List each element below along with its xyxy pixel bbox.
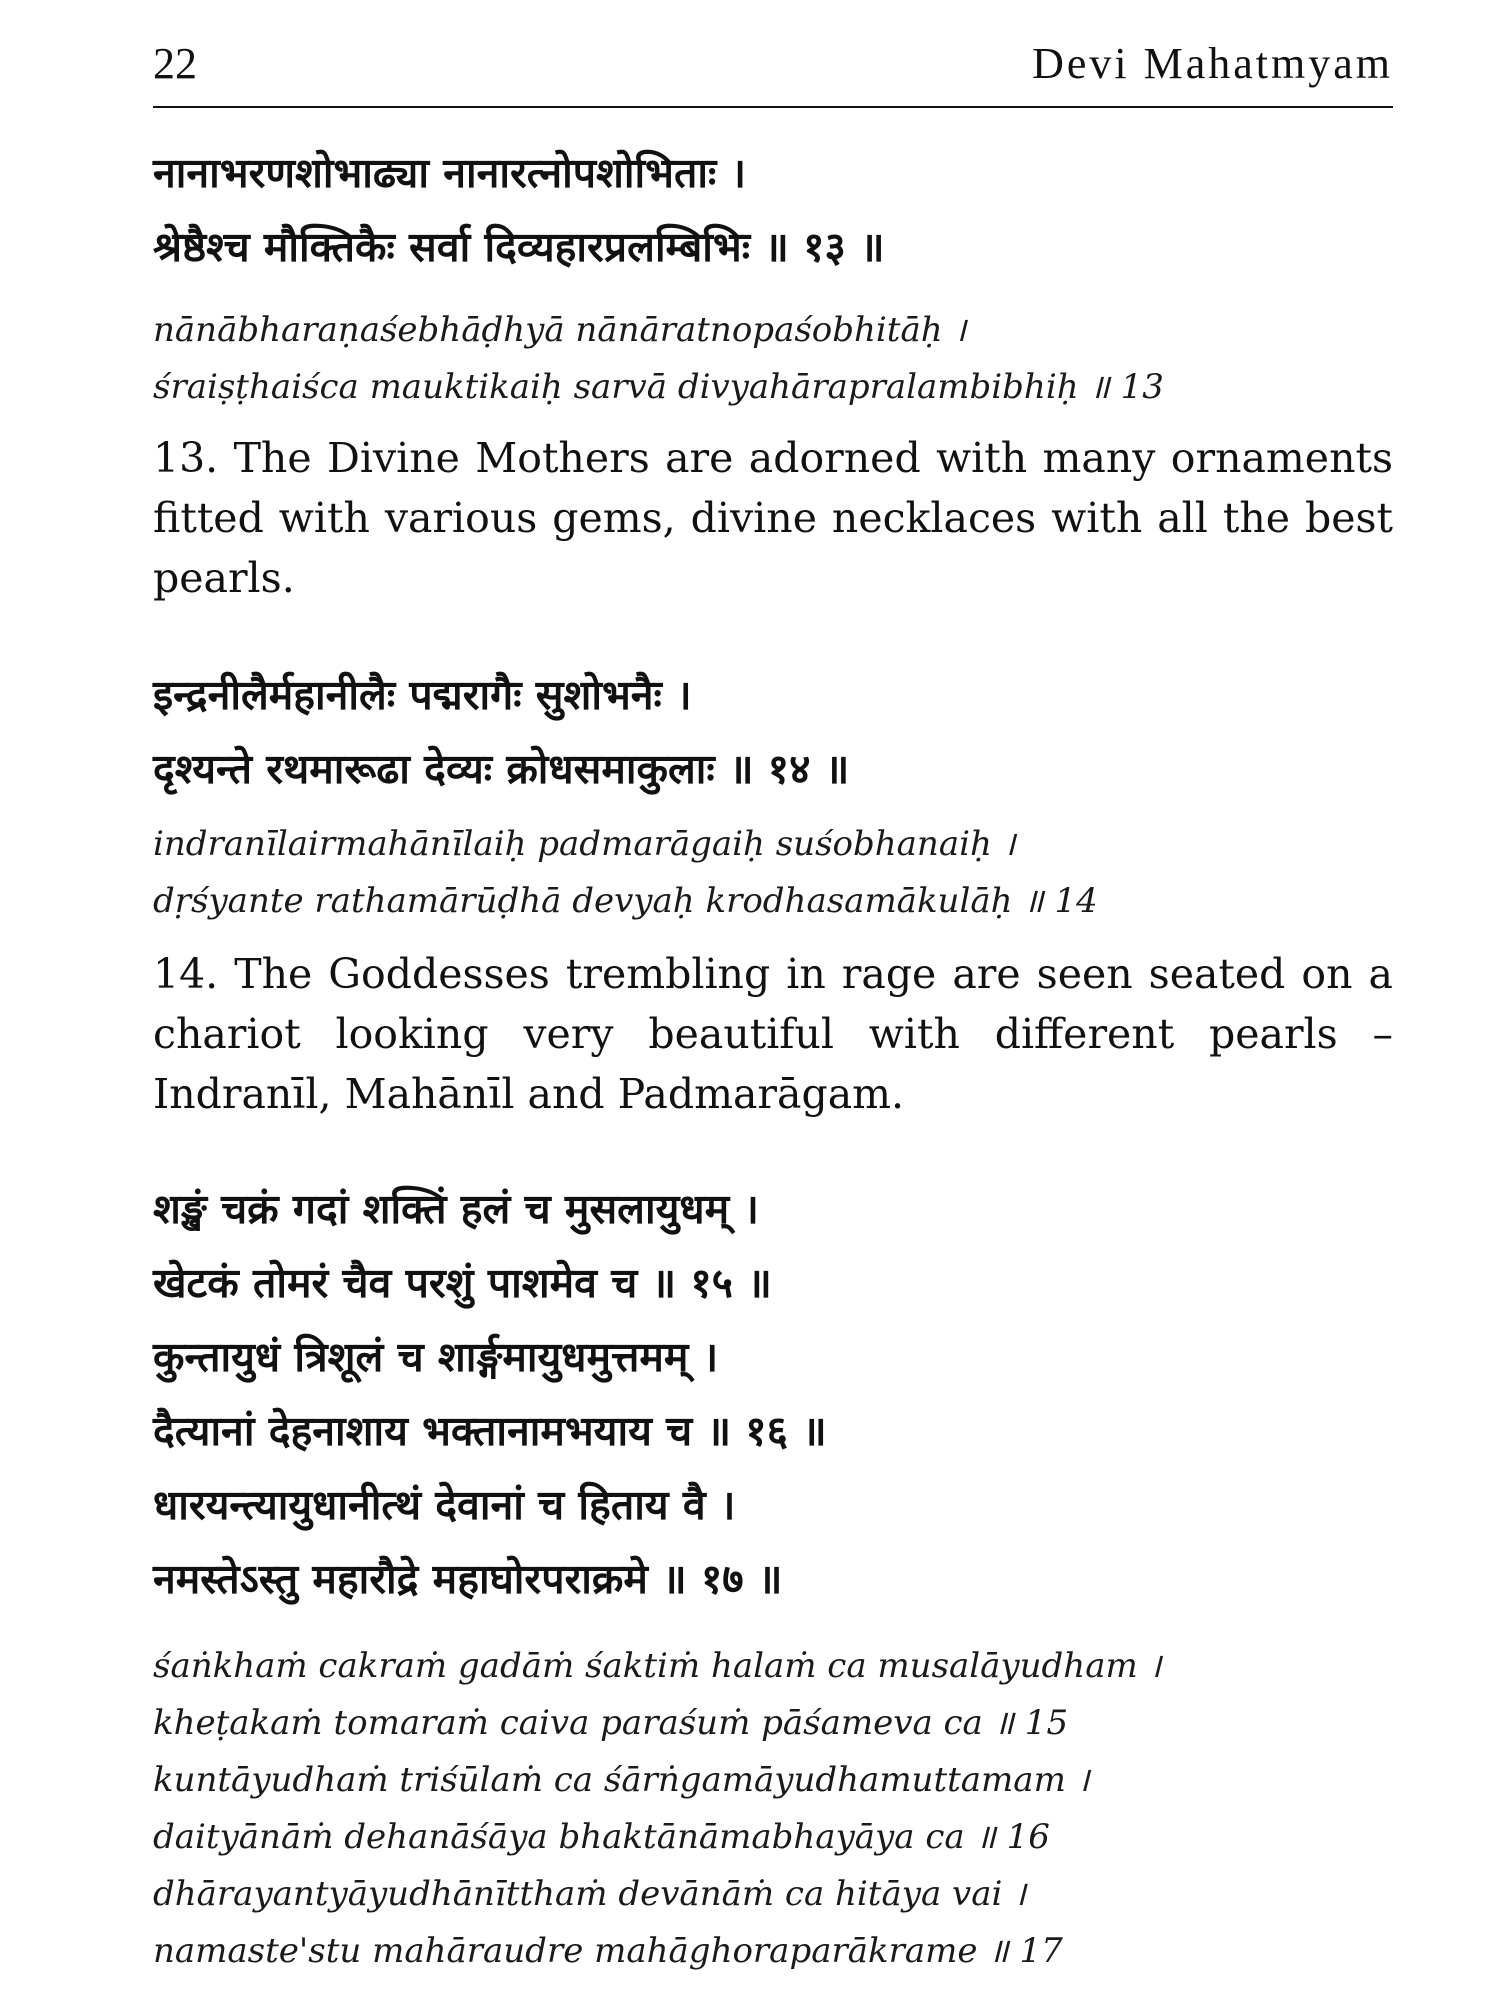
transliteration-line: dṛśyante rathamārūḍhā devyaḥ krodhasamākulāḥ ॥ 14 xyxy=(153,881,1098,921)
running-title: Devi Mahatmyam xyxy=(1032,39,1393,88)
verse-13-transliteration xyxy=(153,302,1393,416)
sanskrit-line: दृश्यन्ते रथमारूढा देव्यः क्रोधसमाकुलाः ॥ १४ ॥ xyxy=(153,745,850,793)
header-rule xyxy=(153,106,1393,108)
transliteration-line: kuntāyudhaṁ triśūlaṁ ca śārṅgamāyudhamuttamam । xyxy=(153,1760,1090,1800)
verse-14-transliteration xyxy=(153,816,1393,930)
transliteration-line: namaste'stu mahāraudre mahāghoraparākrame ॥ 17 xyxy=(153,1931,1063,1971)
sanskrit-line: इन्द्रनीलैर्महानीलैः पद्मरागैः सुशोभनैः । xyxy=(153,671,692,719)
sanskrit-line: नमस्तेऽस्तु महारौद्रे महाघोरपराक्रमे ॥ १७ ॥ xyxy=(153,1555,783,1603)
sanskrit-line: नानाभरणशोभाढ्या नानारत्नोपशोभिताः । xyxy=(153,149,747,197)
transliteration-line: kheṭakaṁ tomaraṁ caiva paraśuṁ pāśameva ca ॥ 15 xyxy=(153,1703,1069,1743)
verse-14-translation: 14. The Goddesses trembling in rage are seen seated on a chariot looking very beautiful with different pearls – Indranīl, Mahānīl and Padmarāgam. xyxy=(153,950,1393,1118)
verse-14-sanskrit xyxy=(153,658,1393,806)
verse-13-translation: 13. The Divine Mothers are adorned with many ornaments fitted with various gems, divine necklaces with all the best pearls. xyxy=(153,434,1393,602)
transliteration-line: daityānāṁ dehanāśāya bhaktānāmabhayāya ca ॥ 16 xyxy=(153,1817,1050,1857)
page-number: 22 xyxy=(153,39,197,88)
verse-13-sanskrit xyxy=(153,136,1393,284)
transliteration-line: dhārayantyāyudhānītthaṁ devānāṁ ca hitāya vai । xyxy=(153,1874,1027,1914)
sanskrit-line: खेटकं तोमरं चैव परशुं पाशमेव च ॥ १५ ॥ xyxy=(153,1259,772,1307)
verse-15-17-sanskrit xyxy=(153,1172,1393,1616)
transliteration-line: śaṅkhaṁ cakraṁ gadāṁ śaktiṁ halaṁ ca musalāyudham । xyxy=(153,1646,1162,1686)
transliteration-line: indranīlairmahānīlaiḥ padmarāgaiḥ suśobhanaiḥ । xyxy=(153,824,1016,864)
sanskrit-line: शङ्खं चक्रं गदां शक्तिं हलं च मुसलायुधम् । xyxy=(153,1185,759,1233)
page-header xyxy=(153,38,1393,98)
sanskrit-line: श्रेष्ठैश्च मौक्तिकैः सर्वा दिव्यहारप्रलम्बिभिः ॥ १३ ॥ xyxy=(153,223,885,271)
verse-15-17-transliteration xyxy=(153,1638,1393,1980)
sanskrit-line: दैत्यानां देहनाशाय भक्तानामभयाय च ॥ १६ ॥ xyxy=(153,1407,827,1455)
transliteration-line: nānābharaṇaśebhāḍhyā nānāratnopaśobhitāḥ । xyxy=(153,310,967,350)
sanskrit-line: कुन्तायुधं त्रिशूलं च शार्ङ्गमायुधमुत्तमम् । xyxy=(153,1333,719,1381)
transliteration-line: śraiṣṭhaiśca mauktikaiḥ sarvā divyahārapralambibhiḥ ॥ 13 xyxy=(153,367,1164,407)
sanskrit-line: धारयन्त्यायुधानीत्थं देवानां च हिताय वै । xyxy=(153,1481,736,1529)
